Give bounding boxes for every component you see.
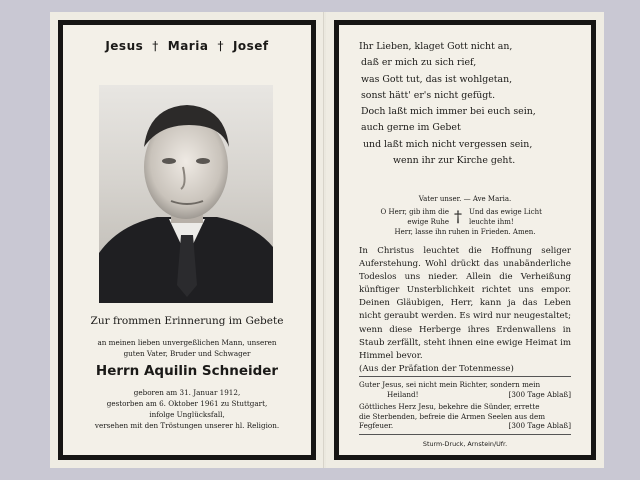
- cross-icon: †: [454, 207, 462, 226]
- indulgence-1-line-2: Heiland!: [387, 389, 419, 399]
- prayer-left-1: O Herr, gib ihm die: [380, 208, 449, 216]
- poem-line: auch gerne im Gebet: [361, 122, 461, 134]
- poem: [359, 39, 536, 169]
- right-panel: [326, 12, 604, 468]
- paragraph-text: In Christus leuchtet die Hoffnung seliger Auferstehung. Wohl drückt das unabänderliche Todeslos uns nieder. Allein die Verheißung künftiger Unsterblichkeit richtet uns empor. Deinen Gläubigen, Herr, kann ja das Leben nicht geraubt werden. Es wird nur neugestaltet; wenn diese Herberge ihres Erdenwallens in Staub zerfällt, steht ihnen eine ewige Heimat im Himmel bevor.: [359, 246, 571, 361]
- birth-date: geboren am 31. Januar 1912,: [133, 388, 241, 397]
- resurrection-paragraph: [359, 245, 571, 376]
- indulgence-2-line-3: Fegfeuer.: [359, 421, 394, 431]
- portrait-photo: [99, 85, 273, 303]
- prayer-closing: Herr, lasse ihn ruhen in Frieden. Amen.: [394, 228, 536, 236]
- prayer-left-2: ewige Ruhe: [407, 218, 449, 226]
- right-black-frame: [334, 20, 596, 460]
- divider: [359, 434, 571, 435]
- intro-line-2: guten Vater, Bruder und Schwager: [123, 349, 251, 358]
- indulgence-2-days: [300 Tage Ablaß]: [508, 421, 571, 431]
- header-josef: Josef: [232, 39, 269, 53]
- paragraph-source: (Aus der Präfation der Totenmesse): [359, 363, 514, 374]
- cross-icon: †: [217, 39, 224, 53]
- divider: [359, 376, 571, 377]
- poem-line: daß er mich zu sich rief,: [361, 57, 477, 69]
- poem-line: und laßt mich nicht vergessen sein,: [363, 138, 533, 150]
- indulgence-2-line-2: die Sterbenden, befreie die Armen Seelen aus dem: [359, 411, 546, 421]
- deceased-name: Herrn Aquilin Schneider: [95, 363, 279, 379]
- poem-line: wenn ihr zur Kirche geht.: [393, 155, 516, 167]
- poem-line: sonst hätt' er's nicht gefügt.: [361, 89, 496, 101]
- indulgence-1-days: [300 Tage Ablaß]: [508, 389, 571, 399]
- indulgence-prayer-2: [359, 402, 571, 431]
- indulgence-prayer-1: [359, 380, 571, 399]
- prayer-right-2: leuchte ihm!: [469, 218, 514, 226]
- left-black-frame: [58, 20, 316, 460]
- left-panel: [50, 12, 324, 468]
- printer-credit: Sturm-Druck, Arnstein/Ufr.: [422, 440, 508, 448]
- header-maria: Maria: [167, 39, 209, 53]
- death-date: gestorben am 6. Oktober 1961 zu Stuttgart,: [106, 399, 268, 408]
- header-holy-family: [63, 39, 311, 53]
- poem-line: Ihr Lieben, klaget Gott nicht an,: [359, 41, 513, 52]
- memorial-subtitle: Zur frommen Erinnerung im Gebete: [90, 315, 284, 327]
- header-jesus: Jesus: [105, 39, 144, 53]
- indulgence-1-line-1: Guter Jesus, sei nicht mein Richter, sondern mein: [359, 380, 541, 389]
- intro-line-1: an meinen lieben unvergeßlichen Mann, unseren: [97, 338, 277, 347]
- indulgence-2-line-1: Göttliches Herz Jesu, bekehre die Sünder, errette: [359, 402, 540, 411]
- poem-line: was Gott tut, das ist wohlgetan,: [361, 73, 513, 85]
- cross-icon: †: [152, 39, 159, 53]
- prayer-heading: Vater unser. — Ave Maria.: [418, 195, 512, 203]
- sacraments-line: versehen mit den Tröstungen unserer hl. Religion.: [94, 421, 280, 430]
- cause-of-death: infolge Unglücksfall,: [149, 410, 225, 419]
- prayer-right-1: Und das ewige Licht: [469, 208, 542, 216]
- poem-line: Doch laßt mich immer bei euch sein,: [361, 106, 536, 118]
